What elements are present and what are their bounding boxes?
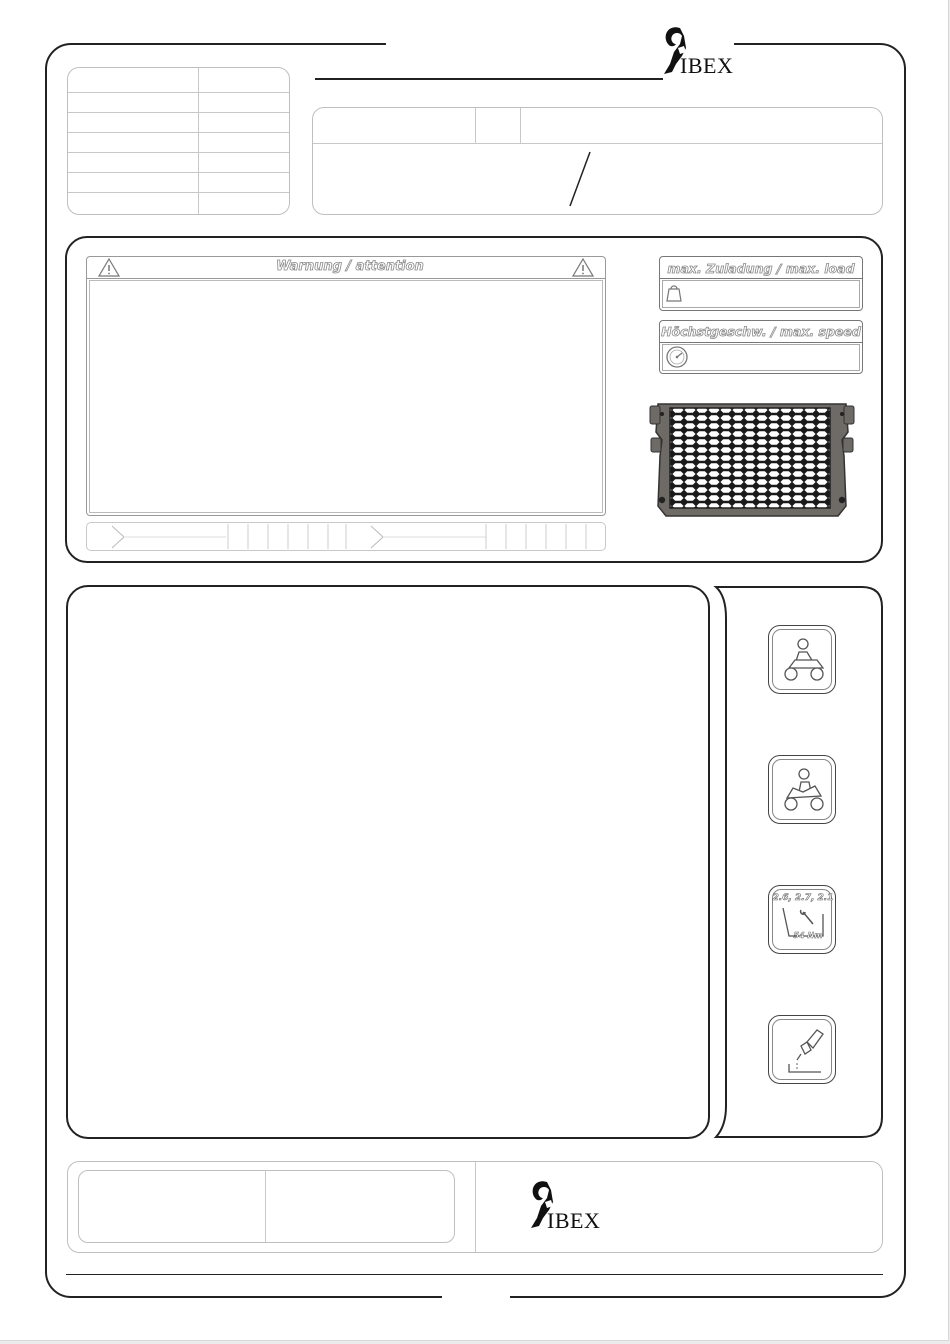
footer-info-box [78,1170,455,1243]
warning-icon [98,258,120,277]
title-box-divider [475,108,476,143]
radiator-guard-image [648,398,856,522]
warning-icon [572,258,594,277]
header-logo [658,22,758,80]
footer-rule [66,1274,883,1275]
speedometer-icon [664,345,690,369]
footer-logo [525,1176,625,1236]
info-table-row-line [68,172,289,173]
rider-side-icon [777,764,829,816]
title-box [312,107,883,215]
torque-button [768,885,836,954]
brand-name: IBEX [680,53,734,78]
footer-divider [475,1162,476,1252]
torque-value: 54 Nm [793,931,823,940]
weight-icon [665,283,683,303]
info-table-row-line [68,152,289,153]
info-table-row-line [68,192,289,193]
title-box-divider [520,108,521,143]
title-box-line [313,143,882,144]
max-speed-label: Höchstgeschw. / max. speed [661,324,861,339]
rider-side-button [768,755,836,824]
instructions-area [66,585,710,1139]
brand-name: IBEX [547,1208,601,1233]
title-underline [315,78,663,80]
rider-front-icon [777,634,829,686]
max-speed-value-area [662,344,860,371]
max-load-value-area [662,280,860,308]
thread-locker-button [768,1015,836,1084]
oil-bottle-icon [777,1024,829,1076]
torque-wrench-icon [775,904,831,948]
max-speed-line [660,342,862,343]
torque-sequence: 2.6, 2.7, 2.1 [772,893,834,903]
info-table-row-line [68,112,289,113]
frame-gap-bottom [442,1292,510,1300]
max-load-line [660,278,862,279]
footer-info-divider [265,1171,266,1242]
info-table-row-line [68,132,289,133]
info-table-row-line [68,92,289,93]
rider-front-button [768,625,836,694]
warning-header-line [87,278,605,279]
slash-divider [565,150,595,208]
part-number-arrows [86,522,606,551]
warning-content-area [89,280,603,513]
max-load-label: max. Zuladung / max. load [667,261,855,276]
warning-title: Warnung / attention [276,259,424,274]
